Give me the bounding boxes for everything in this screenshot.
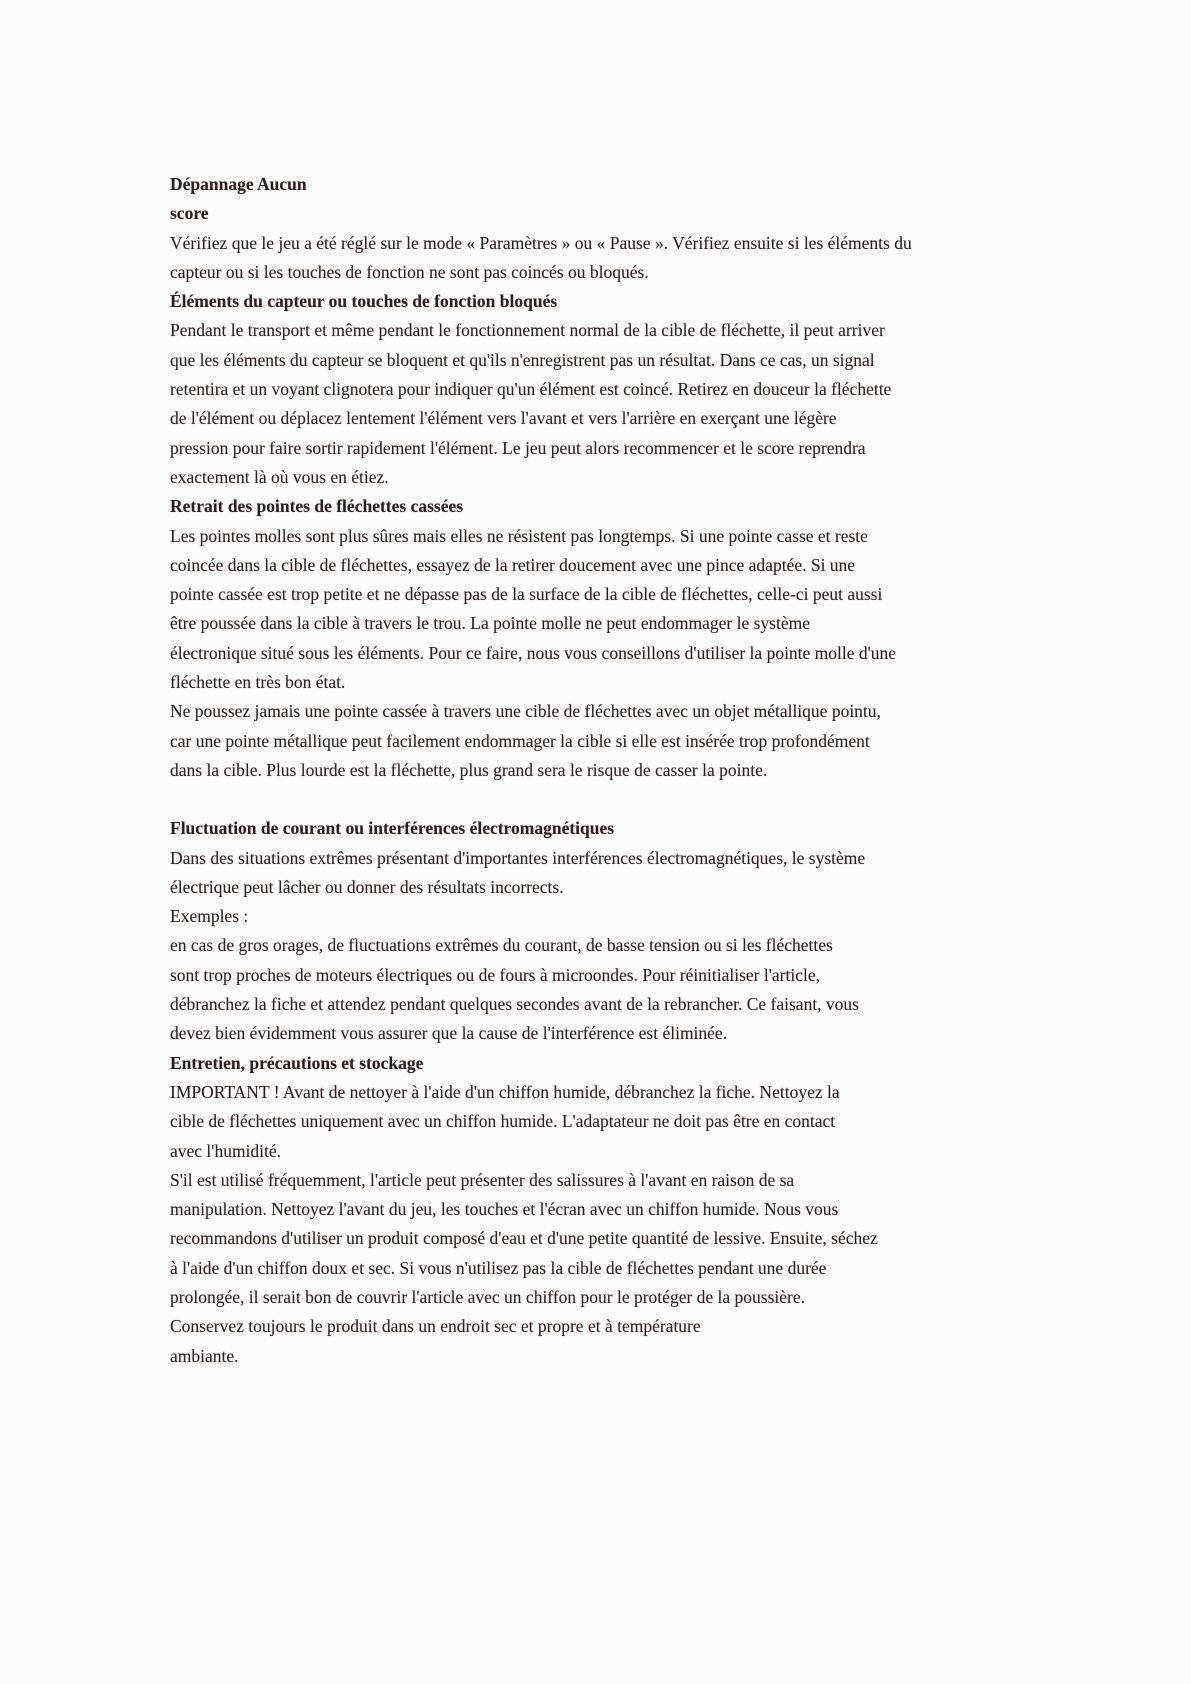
paragraph-maintenance-1: IMPORTANT ! Avant de nettoyer à l'aide d'un chiffon humide, débranchez la fiche. Nettoyez la cible de fléchettes uniquement avec un chiffon humide. L'adaptateur ne doit pas être en contact avec l'humidité.: [170, 1081, 840, 1161]
heading-broken-tips: Retrait des pointes de fléchettes cassées: [170, 496, 464, 517]
section-spacer: [170, 785, 1070, 814]
paragraph-maintenance-2: S'il est utilisé fréquemment, l'article peut présenter des salissures à l'avant en raison de sa manipulation. Nettoyez l'avant du jeu, les touches et l'écran avec un chiffon humide. Nous vous recommandons d'utiliser un produit composé d'eau et d'une petite quantité de lessive. Ensuite, séchez à l'aide d'un chiffon doux et sec. Si vous n'utilisez pas la cible de fléchettes pendant une durée prolongée, il serait bon de couvrir l'article avec un chiffon pour le protéger de la poussière. Conservez toujours le produit dans un endroit sec et propre et à température ambiante.: [170, 1169, 878, 1366]
paragraph-troubleshooting: Vérifiez que le jeu a été réglé sur le mode « Paramètres » ou « Pause ». Vérifiez ensuite si les éléments du capteur ou si les touches de fonction ne sont pas coincés ou bloqués.: [170, 232, 912, 282]
paragraph-interference-2: en cas de gros orages, de fluctuations extrêmes du courant, de basse tension ou si les fléchettes sont trop proches de moteurs électriques ou de fours à microondes. Pour réinitialiser l'article, débranchez la fiche et attendez pendant quelques secondes avant de la rebrancher. Ce faisant, vous devez bien évidemment vous assurer que la cause de l'interférence est éliminée.: [170, 935, 859, 1044]
paragraph-broken-tips-2: Ne poussez jamais une pointe cassée à travers une cible de fléchettes avec un objet métallique pointu, car une pointe métallique peut facilement endommager la cible si elle est insérée trop profondément dans la cible. Plus lourde est la fléchette, plus grand sera le risque de casser la pointe.: [170, 701, 881, 780]
heading-maintenance: Entretien, précautions et stockage: [170, 1052, 424, 1073]
examples-label: Exemples :: [170, 906, 249, 927]
heading-interference: Fluctuation de courant ou interférences électromagnétiques: [170, 818, 615, 839]
heading-troubleshooting: Dépannage Aucun score: [170, 174, 307, 224]
heading-blocked-elements: Éléments du capteur ou touches de fonction bloqués: [170, 291, 558, 312]
paragraph-interference-1: Dans des situations extrêmes présentant d'importantes interférences électromagnétiques, le système électrique peut lâcher ou donner des résultats incorrects.: [170, 847, 866, 897]
document-body: [170, 170, 1070, 1371]
paragraph-broken-tips-1: Les pointes molles sont plus sûres mais elles ne résistent pas longtemps. Si une pointe casse et reste coincée dans la cible de fléchettes, essayez de la retirer doucement avec une pince adaptée. Si une pointe cassée est trop petite et ne dépasse pas de la surface de la cible de fléchettes, celle-ci peut aussi être poussée dans la cible à travers le trou. La pointe molle ne peut endommager le système électronique situé sous les éléments. Pour ce faire, nous vous conseillons d'utiliser la pointe molle d'une fléchette en très bon état.: [170, 525, 897, 693]
paragraph-blocked-elements: Pendant le transport et même pendant le fonctionnement normal de la cible de fléchette, il peut arriver que les éléments du capteur se bloquent et qu'ils n'enregistrent pas un résultat. Dans ce cas, un signal retentira et un voyant clignotera pour indiquer qu'un élément est coincé. Retirez en douceur la fléchette de l'élément ou déplacez lentement l'élément vers l'avant et vers l'arrière en exerçant une légère pression pour faire sortir rapidement l'élément. Le jeu peut alors recommencer et le score reprendra exactement là où vous en étiez.: [170, 320, 892, 487]
